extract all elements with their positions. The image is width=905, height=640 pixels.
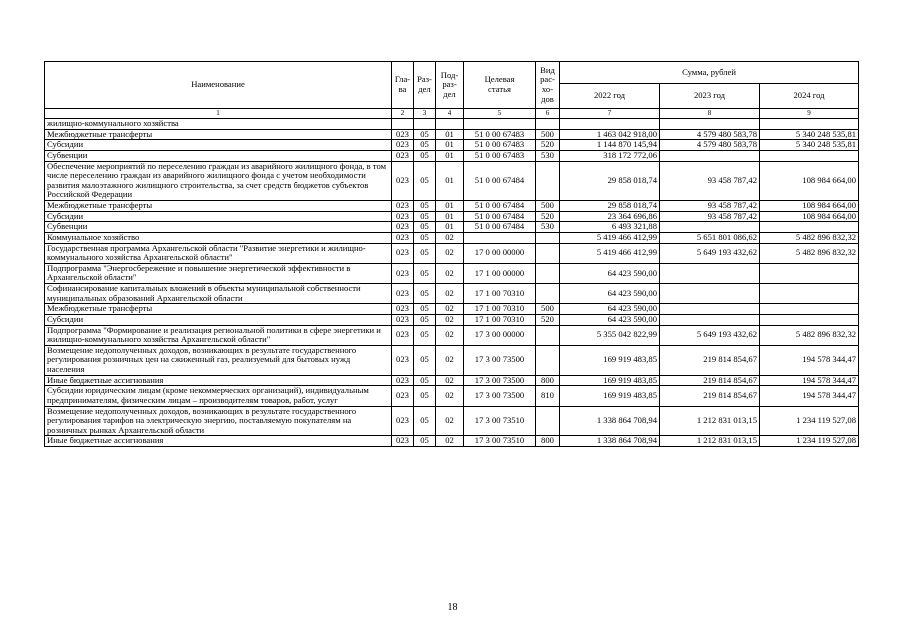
row-podrazdel: 02 bbox=[436, 406, 464, 436]
row-glava: 023 bbox=[392, 284, 414, 304]
row-podrazdel: 02 bbox=[436, 325, 464, 345]
header-glava-line: ва bbox=[398, 84, 407, 94]
row-razdel: 05 bbox=[414, 284, 436, 304]
row-sum-2024: 5 482 896 832,32 bbox=[760, 243, 859, 263]
row-sum-2023: 219 814 854,67 bbox=[660, 375, 760, 386]
row-glava: 023 bbox=[392, 161, 414, 201]
row-name: Межбюджетные трансферты bbox=[45, 201, 392, 212]
row-glava: 023 bbox=[392, 211, 414, 222]
header-razdel-line: дел bbox=[418, 84, 431, 94]
row-vid bbox=[536, 161, 560, 201]
row-target: 17 3 00 73510 bbox=[464, 436, 536, 447]
header-vid-line: рас- bbox=[540, 74, 555, 85]
table-row bbox=[45, 232, 859, 243]
row-target: 17 3 00 00000 bbox=[464, 325, 536, 345]
row-sum-2022: 5 419 466 412,99 bbox=[560, 232, 660, 243]
column-number: 1 bbox=[45, 109, 392, 119]
row-sum-2023 bbox=[660, 222, 760, 233]
row-target bbox=[464, 119, 536, 130]
row-vid bbox=[536, 284, 560, 304]
row-razdel: 05 bbox=[414, 375, 436, 386]
table-row bbox=[45, 129, 859, 140]
row-glava: 023 bbox=[392, 436, 414, 447]
row-sum-2022: 64 423 590,00 bbox=[560, 304, 660, 315]
row-vid: 530 bbox=[536, 150, 560, 161]
row-podrazdel: 01 bbox=[436, 129, 464, 140]
table-row bbox=[45, 201, 859, 212]
row-podrazdel: 01 bbox=[436, 150, 464, 161]
row-sum-2024: 194 578 344,47 bbox=[760, 386, 859, 406]
row-name: Обеспечение мероприятий по переселению граждан из аварийного жилищного фонда, в том числе переселению граждан из аварийного жилищного фонда с учетом необходимости развития малоэтажного жилищного строительства, за счет средств бюджетов субъектов Российской Федерации bbox=[45, 161, 392, 201]
header-year-2022: 2022 год bbox=[560, 84, 660, 109]
column-number: 6 bbox=[536, 109, 560, 119]
row-razdel: 05 bbox=[414, 201, 436, 212]
row-razdel: 05 bbox=[414, 150, 436, 161]
row-razdel: 05 bbox=[414, 345, 436, 375]
row-razdel: 05 bbox=[414, 325, 436, 345]
row-podrazdel: 02 bbox=[436, 263, 464, 283]
row-sum-2023 bbox=[660, 284, 760, 304]
column-number: 7 bbox=[560, 109, 660, 119]
row-podrazdel: 02 bbox=[436, 386, 464, 406]
table-row bbox=[45, 161, 859, 201]
row-sum-2022: 318 172 772,06 bbox=[560, 150, 660, 161]
row-sum-2022: 64 423 590,00 bbox=[560, 314, 660, 325]
row-vid bbox=[536, 406, 560, 436]
row-sum-2024 bbox=[760, 222, 859, 233]
row-razdel: 05 bbox=[414, 222, 436, 233]
row-name: Возмещение недополученных доходов, возникающих в результате государственного регулирования тарифов на электрическую энергию, поставляемую покупателям на розничных рынках Архангельской области bbox=[45, 406, 392, 436]
row-sum-2022: 23 364 696,86 bbox=[560, 211, 660, 222]
row-sum-2023: 4 579 480 583,78 bbox=[660, 140, 760, 151]
row-target: 17 3 00 73510 bbox=[464, 406, 536, 436]
row-sum-2023 bbox=[660, 314, 760, 325]
row-name: Субвенции bbox=[45, 150, 392, 161]
row-name: Подпрограмма "Формирование и реализация региональной политики в сфере энергетики и жилищно-коммунального хозяйства Архангельской области" bbox=[45, 325, 392, 345]
row-sum-2023 bbox=[660, 119, 760, 130]
row-sum-2024: 1 234 119 527,08 bbox=[760, 406, 859, 436]
row-sum-2022: 5 419 466 412,99 bbox=[560, 243, 660, 263]
row-target: 51 0 00 67483 bbox=[464, 150, 536, 161]
row-sum-2024: 194 578 344,47 bbox=[760, 345, 859, 375]
row-name: Субвенции bbox=[45, 222, 392, 233]
row-sum-2022: 169 919 483,85 bbox=[560, 386, 660, 406]
row-name: Межбюджетные трансферты bbox=[45, 304, 392, 315]
row-glava: 023 bbox=[392, 243, 414, 263]
row-vid: 530 bbox=[536, 222, 560, 233]
row-target bbox=[464, 232, 536, 243]
row-vid bbox=[536, 263, 560, 283]
row-razdel: 05 bbox=[414, 263, 436, 283]
row-sum-2024 bbox=[760, 314, 859, 325]
column-number: 8 bbox=[660, 109, 760, 119]
row-sum-2022: 1 144 870 145,94 bbox=[560, 140, 660, 151]
row-podrazdel: 01 bbox=[436, 211, 464, 222]
row-glava: 023 bbox=[392, 232, 414, 243]
row-target: 17 3 00 73500 bbox=[464, 375, 536, 386]
row-name: Подпрограмма "Энергосбережение и повышение энергетической эффективности в Архангельской области" bbox=[45, 263, 392, 283]
table-row bbox=[45, 150, 859, 161]
row-sum-2024 bbox=[760, 263, 859, 283]
row-name: Субсидии bbox=[45, 140, 392, 151]
row-podrazdel: 02 bbox=[436, 375, 464, 386]
table-row bbox=[45, 140, 859, 151]
column-number: 3 bbox=[414, 109, 436, 119]
row-sum-2023 bbox=[660, 150, 760, 161]
row-glava: 023 bbox=[392, 140, 414, 151]
row-name: Государственная программа Архангельской области "Развитие энергетики и жилищно-коммунального хозяйства Архангельской области" bbox=[45, 243, 392, 263]
table-row bbox=[45, 406, 859, 436]
row-glava: 023 bbox=[392, 345, 414, 375]
row-razdel: 05 bbox=[414, 304, 436, 315]
row-podrazdel: 02 bbox=[436, 232, 464, 243]
row-sum-2024 bbox=[760, 150, 859, 161]
row-vid: 800 bbox=[536, 436, 560, 447]
row-glava: 023 bbox=[392, 375, 414, 386]
row-name: жилищно-коммунального хозяйства bbox=[45, 119, 392, 130]
row-glava bbox=[392, 119, 414, 130]
row-podrazdel: 01 bbox=[436, 161, 464, 201]
row-podrazdel bbox=[436, 119, 464, 130]
table-row bbox=[45, 211, 859, 222]
row-sum-2022: 1 463 042 918,00 bbox=[560, 129, 660, 140]
header-glava-line: Гла- bbox=[394, 74, 411, 85]
row-vid: 810 bbox=[536, 386, 560, 406]
row-target: 17 1 00 70310 bbox=[464, 284, 536, 304]
table-row bbox=[45, 304, 859, 315]
row-podrazdel: 01 bbox=[436, 140, 464, 151]
header-razdel-line: Раз- bbox=[417, 74, 432, 85]
row-sum-2022: 1 338 864 708,94 bbox=[560, 436, 660, 447]
row-razdel: 05 bbox=[414, 161, 436, 201]
row-vid: 800 bbox=[536, 375, 560, 386]
table-row bbox=[45, 119, 859, 130]
row-sum-2023: 5 649 193 432,62 bbox=[660, 243, 760, 263]
row-sum-2024: 5 340 248 535,81 bbox=[760, 140, 859, 151]
row-vid: 520 bbox=[536, 211, 560, 222]
header-podrazdel bbox=[436, 62, 464, 109]
header-glava bbox=[392, 62, 414, 109]
row-sum-2024: 5 340 248 535,81 bbox=[760, 129, 859, 140]
table-row bbox=[45, 325, 859, 345]
row-sum-2023: 5 649 193 432,62 bbox=[660, 325, 760, 345]
row-podrazdel: 02 bbox=[436, 314, 464, 325]
row-sum-2024: 1 234 119 527,08 bbox=[760, 436, 859, 447]
table-row bbox=[45, 222, 859, 233]
table-row bbox=[45, 284, 859, 304]
header-podrazdel-line: Под- bbox=[440, 69, 459, 80]
row-sum-2022: 29 858 018,74 bbox=[560, 201, 660, 212]
table-row bbox=[45, 386, 859, 406]
row-sum-2023: 219 814 854,67 bbox=[660, 345, 760, 375]
row-glava: 023 bbox=[392, 386, 414, 406]
row-vid: 500 bbox=[536, 201, 560, 212]
header-podrazdel-line: раз- bbox=[442, 79, 457, 90]
row-podrazdel: 02 bbox=[436, 345, 464, 375]
row-glava: 023 bbox=[392, 325, 414, 345]
row-glava: 023 bbox=[392, 201, 414, 212]
row-sum-2022: 64 423 590,00 bbox=[560, 263, 660, 283]
row-sum-2023: 219 814 854,67 bbox=[660, 386, 760, 406]
row-target: 51 0 00 67484 bbox=[464, 161, 536, 201]
row-vid bbox=[536, 119, 560, 130]
row-vid: 520 bbox=[536, 314, 560, 325]
column-number: 9 bbox=[760, 109, 859, 119]
row-vid: 500 bbox=[536, 129, 560, 140]
row-razdel: 05 bbox=[414, 314, 436, 325]
row-razdel: 05 bbox=[414, 129, 436, 140]
row-name: Иные бюджетные ассигнования bbox=[45, 375, 392, 386]
column-number: 5 bbox=[464, 109, 536, 119]
row-target: 17 1 00 70310 bbox=[464, 314, 536, 325]
row-razdel: 05 bbox=[414, 436, 436, 447]
row-name: Субсидии юридическим лицам (кроме некоммерческих организаций), индивидуальным предпринимателям, физическим лицам – производителям товаров, работ, услуг bbox=[45, 386, 392, 406]
row-sum-2024: 108 984 664,00 bbox=[760, 201, 859, 212]
row-name: Субсидии bbox=[45, 314, 392, 325]
row-name: Иные бюджетные ассигнования bbox=[45, 436, 392, 447]
row-razdel: 05 bbox=[414, 406, 436, 436]
row-target: 51 0 00 67484 bbox=[464, 211, 536, 222]
row-vid bbox=[536, 325, 560, 345]
row-target: 51 0 00 67484 bbox=[464, 222, 536, 233]
row-podrazdel: 02 bbox=[436, 243, 464, 263]
row-sum-2023: 93 458 787,42 bbox=[660, 211, 760, 222]
row-target: 17 3 00 73500 bbox=[464, 386, 536, 406]
row-sum-2022: 6 493 321,88 bbox=[560, 222, 660, 233]
row-target: 51 0 00 67484 bbox=[464, 201, 536, 212]
header-target bbox=[464, 62, 536, 109]
table-row bbox=[45, 345, 859, 375]
row-target: 17 0 00 00000 bbox=[464, 243, 536, 263]
row-glava: 023 bbox=[392, 150, 414, 161]
header-year-2023: 2023 год bbox=[660, 84, 760, 109]
row-sum-2024: 194 578 344,47 bbox=[760, 375, 859, 386]
row-razdel: 05 bbox=[414, 243, 436, 263]
row-razdel: 05 bbox=[414, 386, 436, 406]
table-row bbox=[45, 436, 859, 447]
budget-table bbox=[44, 61, 859, 447]
header-target-line: Целевая bbox=[484, 74, 515, 85]
row-razdel: 05 bbox=[414, 232, 436, 243]
page-number: 18 bbox=[447, 602, 458, 613]
row-sum-2023 bbox=[660, 304, 760, 315]
row-glava: 023 bbox=[392, 129, 414, 140]
row-vid bbox=[536, 232, 560, 243]
row-name: Софинансирование капитальных вложений в объекты муниципальной собственности муниципальных образований Архангельской области bbox=[45, 284, 392, 304]
header-vid-line: Вид bbox=[540, 64, 555, 75]
row-podrazdel: 02 bbox=[436, 304, 464, 315]
row-sum-2023: 93 458 787,42 bbox=[660, 201, 760, 212]
row-sum-2024 bbox=[760, 304, 859, 315]
row-sum-2024: 108 984 664,00 bbox=[760, 161, 859, 201]
row-sum-2022: 169 919 483,85 bbox=[560, 345, 660, 375]
row-sum-2024: 5 482 896 832,32 bbox=[760, 325, 859, 345]
row-glava: 023 bbox=[392, 263, 414, 283]
row-razdel: 05 bbox=[414, 140, 436, 151]
row-sum-2023 bbox=[660, 263, 760, 283]
row-name: Коммунальное хозяйство bbox=[45, 232, 392, 243]
row-vid: 500 bbox=[536, 304, 560, 315]
row-podrazdel: 02 bbox=[436, 436, 464, 447]
header-target-line: статья bbox=[488, 84, 511, 94]
row-sum-2022: 29 858 018,74 bbox=[560, 161, 660, 201]
row-glava: 023 bbox=[392, 314, 414, 325]
table-row bbox=[45, 263, 859, 283]
row-target: 51 0 00 67483 bbox=[464, 140, 536, 151]
header-year-2024: 2024 год bbox=[760, 84, 859, 109]
header-sum: Сумма, рублей bbox=[560, 62, 859, 84]
column-number: 2 bbox=[392, 109, 414, 119]
row-sum-2022: 5 355 042 822,99 bbox=[560, 325, 660, 345]
row-sum-2022: 169 919 483,85 bbox=[560, 375, 660, 386]
header-vid-line: дов bbox=[541, 93, 554, 104]
header-podrazdel-line: дел bbox=[443, 88, 456, 99]
row-sum-2023: 93 458 787,42 bbox=[660, 161, 760, 201]
row-target: 51 0 00 67483 bbox=[464, 129, 536, 140]
header-name: Наименование bbox=[45, 62, 392, 109]
row-razdel bbox=[414, 119, 436, 130]
row-name: Возмещение недополученных доходов, возникающих в результате государственного регулирования розничных цен на сжиженный газ, реализуемый для бытовых нужд населения bbox=[45, 345, 392, 375]
row-name: Субсидии bbox=[45, 211, 392, 222]
table-row bbox=[45, 243, 859, 263]
row-podrazdel: 01 bbox=[436, 222, 464, 233]
row-sum-2024: 5 482 896 832,32 bbox=[760, 232, 859, 243]
row-sum-2022: 64 423 590,00 bbox=[560, 284, 660, 304]
row-vid bbox=[536, 243, 560, 263]
row-target: 17 3 00 73500 bbox=[464, 345, 536, 375]
row-podrazdel: 01 bbox=[436, 201, 464, 212]
header-vid bbox=[536, 62, 560, 109]
row-target: 17 1 00 70310 bbox=[464, 304, 536, 315]
row-sum-2023: 4 579 480 583,78 bbox=[660, 129, 760, 140]
row-sum-2024 bbox=[760, 119, 859, 130]
table-row bbox=[45, 314, 859, 325]
table-row bbox=[45, 375, 859, 386]
row-vid: 520 bbox=[536, 140, 560, 151]
row-sum-2023: 5 651 801 086,62 bbox=[660, 232, 760, 243]
column-number-row bbox=[45, 109, 859, 119]
row-sum-2022 bbox=[560, 119, 660, 130]
row-sum-2023: 1 212 831 013,15 bbox=[660, 406, 760, 436]
row-glava: 023 bbox=[392, 304, 414, 315]
row-sum-2024 bbox=[760, 284, 859, 304]
row-podrazdel: 02 bbox=[436, 284, 464, 304]
row-vid bbox=[536, 345, 560, 375]
header-razdel bbox=[414, 62, 436, 109]
row-glava: 023 bbox=[392, 222, 414, 233]
row-sum-2023: 1 212 831 013,15 bbox=[660, 436, 760, 447]
header-vid-line: хо- bbox=[541, 84, 554, 94]
row-razdel: 05 bbox=[414, 211, 436, 222]
row-sum-2022: 1 338 864 708,94 bbox=[560, 406, 660, 436]
column-number: 4 bbox=[436, 109, 464, 119]
row-sum-2024: 108 984 664,00 bbox=[760, 211, 859, 222]
row-name: Межбюджетные трансферты bbox=[45, 129, 392, 140]
row-target: 17 1 00 00000 bbox=[464, 263, 536, 283]
row-glava: 023 bbox=[392, 406, 414, 436]
